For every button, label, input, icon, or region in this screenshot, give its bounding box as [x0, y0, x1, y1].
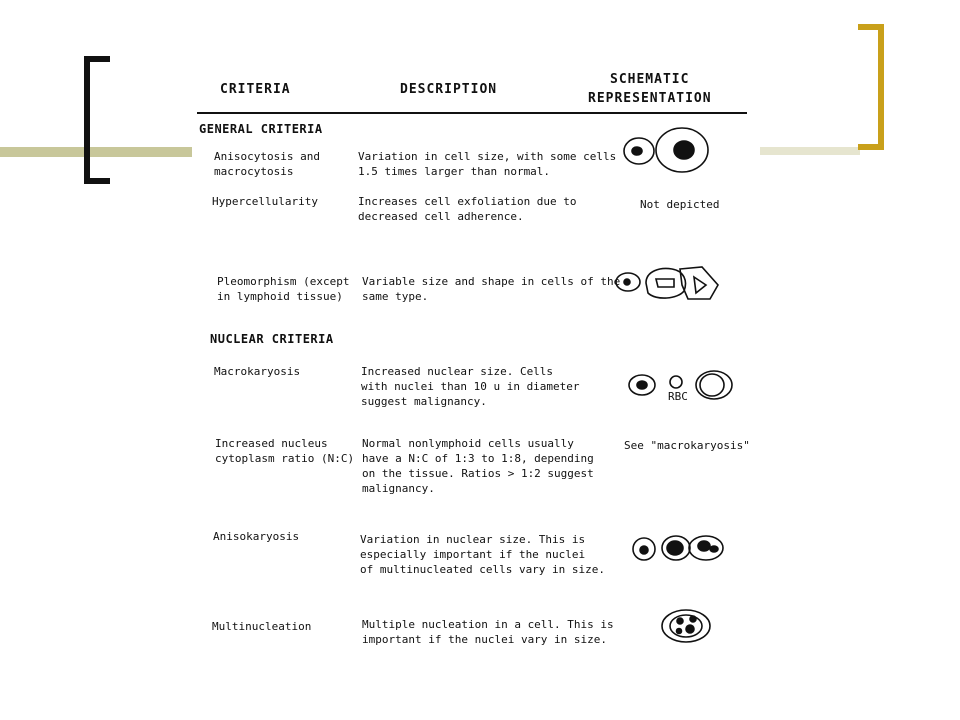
section-nuclear-criteria: NUCLEAR CRITERIA	[210, 332, 334, 346]
row-criteria-macrokaryosis: Macrokaryosis	[214, 365, 301, 378]
header-rule	[197, 112, 747, 114]
olive-accent-bar-right	[760, 147, 860, 155]
row-description-macrokaryosis: Increased nuclear size. Cells with nuclei than 10 u in diameter suggest malignancy.	[361, 365, 580, 408]
column-header-description: DESCRIPTION	[400, 82, 498, 97]
row-description-anisokaryosis: Variation in nuclear size. This is especially important if the nuclei of multinucleated cells vary in size.	[360, 533, 606, 576]
row-description-multinucleation: Multiple nucleation in a cell. This is important if the nuclei vary in size.	[362, 618, 614, 646]
row-schematic-hypercellularity: Not depicted	[640, 198, 720, 211]
row-criteria-anisocytosis: Anisocytosis and macrocytosis	[214, 150, 320, 178]
row-criteria-hypercellularity: Hypercellularity	[212, 195, 318, 208]
cell-size-variation-icon	[622, 128, 712, 178]
row-criteria-nc-ratio: Increased nucleus cytoplasm ratio (N:C)	[215, 437, 355, 465]
row-description-anisocytosis: Variation in cell size, with some cells 1.5 times larger than normal.	[358, 150, 617, 178]
column-header-representation: REPRESENTATION	[588, 91, 712, 106]
row-criteria-multinucleation: Multinucleation	[212, 620, 312, 633]
column-header-criteria: CRITERIA	[220, 82, 291, 97]
pleomorphic-cells-icon	[614, 263, 724, 305]
multinucleated-cell-icon	[660, 607, 714, 647]
row-description-hypercellularity: Increases cell exfoliation due to decreased cell adherence.	[358, 195, 577, 223]
row-description-nc-ratio: Normal nonlymphoid cells usually have a N:C of 1:3 to 1:8, depending on the tissue. Ratios > 1:2 suggest malignancy.	[362, 437, 594, 495]
row-description-pleomorphism: Variable size and shape in cells of the same type.	[362, 275, 621, 303]
anisokaryosis-cells-icon	[630, 533, 730, 565]
column-header-schematic: SCHEMATIC	[610, 72, 690, 87]
rbc-label: RBC	[668, 390, 688, 403]
left-bracket-decoration	[84, 56, 110, 184]
row-criteria-pleomorphism: Pleomorphism (except in lymphoid tissue)	[217, 275, 350, 303]
right-bracket-decoration	[858, 24, 884, 150]
row-criteria-anisokaryosis: Anisokaryosis	[213, 530, 300, 543]
section-general-criteria: GENERAL CRITERIA	[199, 122, 323, 136]
row-schematic-nc-ratio: See "macrokaryosis"	[624, 439, 750, 452]
